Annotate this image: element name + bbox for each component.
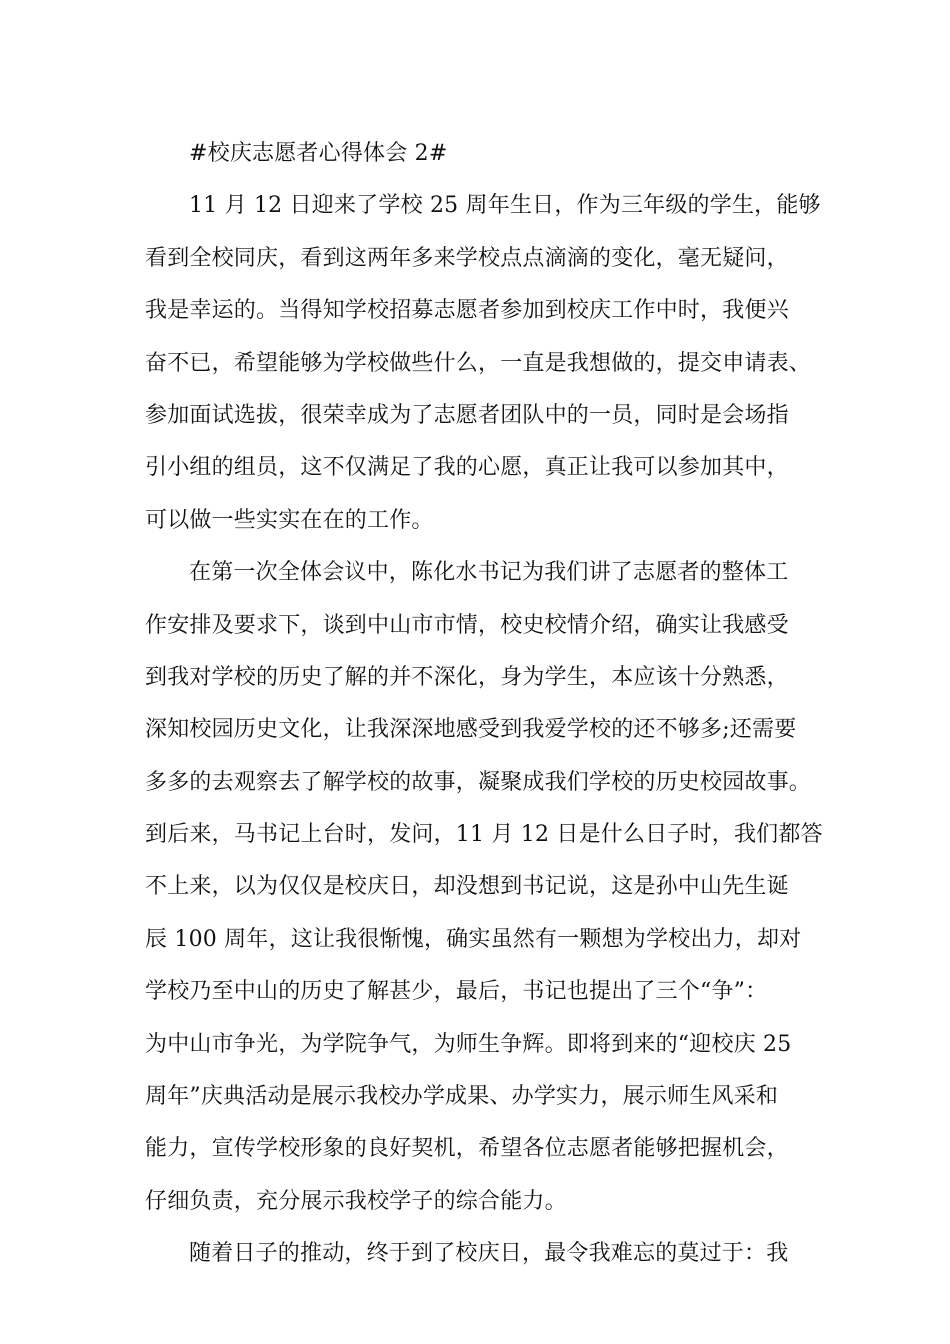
paragraph-line: 辰 100 周年，这让我很惭愧，确实虽然有一颗想为学校出力，却对 (145, 926, 802, 952)
paragraph-line: 11 月 12 日迎来了学校 25 周年生日，作为三年级的学生，能够 (189, 193, 821, 219)
paragraph-line: 随着日子的推动，终于到了校庆日，最令我难忘的莫过于：我 (189, 1241, 789, 1267)
paragraph-line: 我是幸运的。当得知学校招募志愿者参加到校庆工作中时，我便兴 (145, 298, 789, 324)
paragraph-line: 学校乃至中山的历史了解甚少，最后，书记也提出了三个“争”： (145, 979, 768, 1005)
paragraph-line: 在第一次全体会议中，陈化水书记为我们讲了志愿者的整体工 (189, 560, 789, 586)
paragraph-line: 奋不已，希望能够为学校做些什么，一直是我想做的，提交申请表、 (145, 350, 812, 376)
paragraph-line: 参加面试选拔，很荣幸成为了志愿者团队中的一员，同时是会场指 (145, 402, 789, 428)
paragraph-line: 多多的去观察去了解学校的故事，凝聚成我们学校的历史校园故事。 (145, 769, 812, 795)
paragraph-line: 到后来，马书记上台时，发问，11 月 12 日是什么日子时，我们都答 (145, 822, 823, 848)
paragraph-line: 引小组的组员，这不仅满足了我的心愿，真正让我可以参加其中， (145, 455, 789, 481)
paragraph-line: 仔细负责，充分展示我校学子的综合能力。 (145, 1188, 567, 1214)
paragraph-line: 可以做一些实实在在的工作。 (145, 507, 434, 533)
document-body (145, 128, 825, 1281)
paragraph-line: 看到全校同庆，看到这两年多来学校点点滴滴的变化，毫无疑问， (145, 245, 789, 271)
paragraph-line: 能力，宣传学校形象的良好契机，希望各位志愿者能够把握机会， (145, 1136, 789, 1162)
paragraph-line: 为中山市争光，为学院争气，为师生争辉。即将到来的“迎校庆 25 (145, 1031, 792, 1057)
paragraph-line: 作安排及要求下，谈到中山市市情，校史校情介绍，确实让我感受 (145, 612, 789, 638)
document-heading: #校庆志愿者心得体会 2# (189, 141, 448, 166)
paragraph-line: 周年”庆典活动是展示我校办学成果、办学实力，展示师生风采和 (145, 1084, 779, 1110)
paragraph-line: 到我对学校的历史了解的并不深化，身为学生，本应该十分熟悉， (145, 664, 789, 690)
paragraph-line: 深知校园历史文化，让我深深地感受到我爱学校的还不够多;还需要 (145, 717, 797, 743)
paragraph-line: 不上来，以为仅仅是校庆日，却没想到书记说，这是孙中山先生诞 (145, 874, 789, 900)
